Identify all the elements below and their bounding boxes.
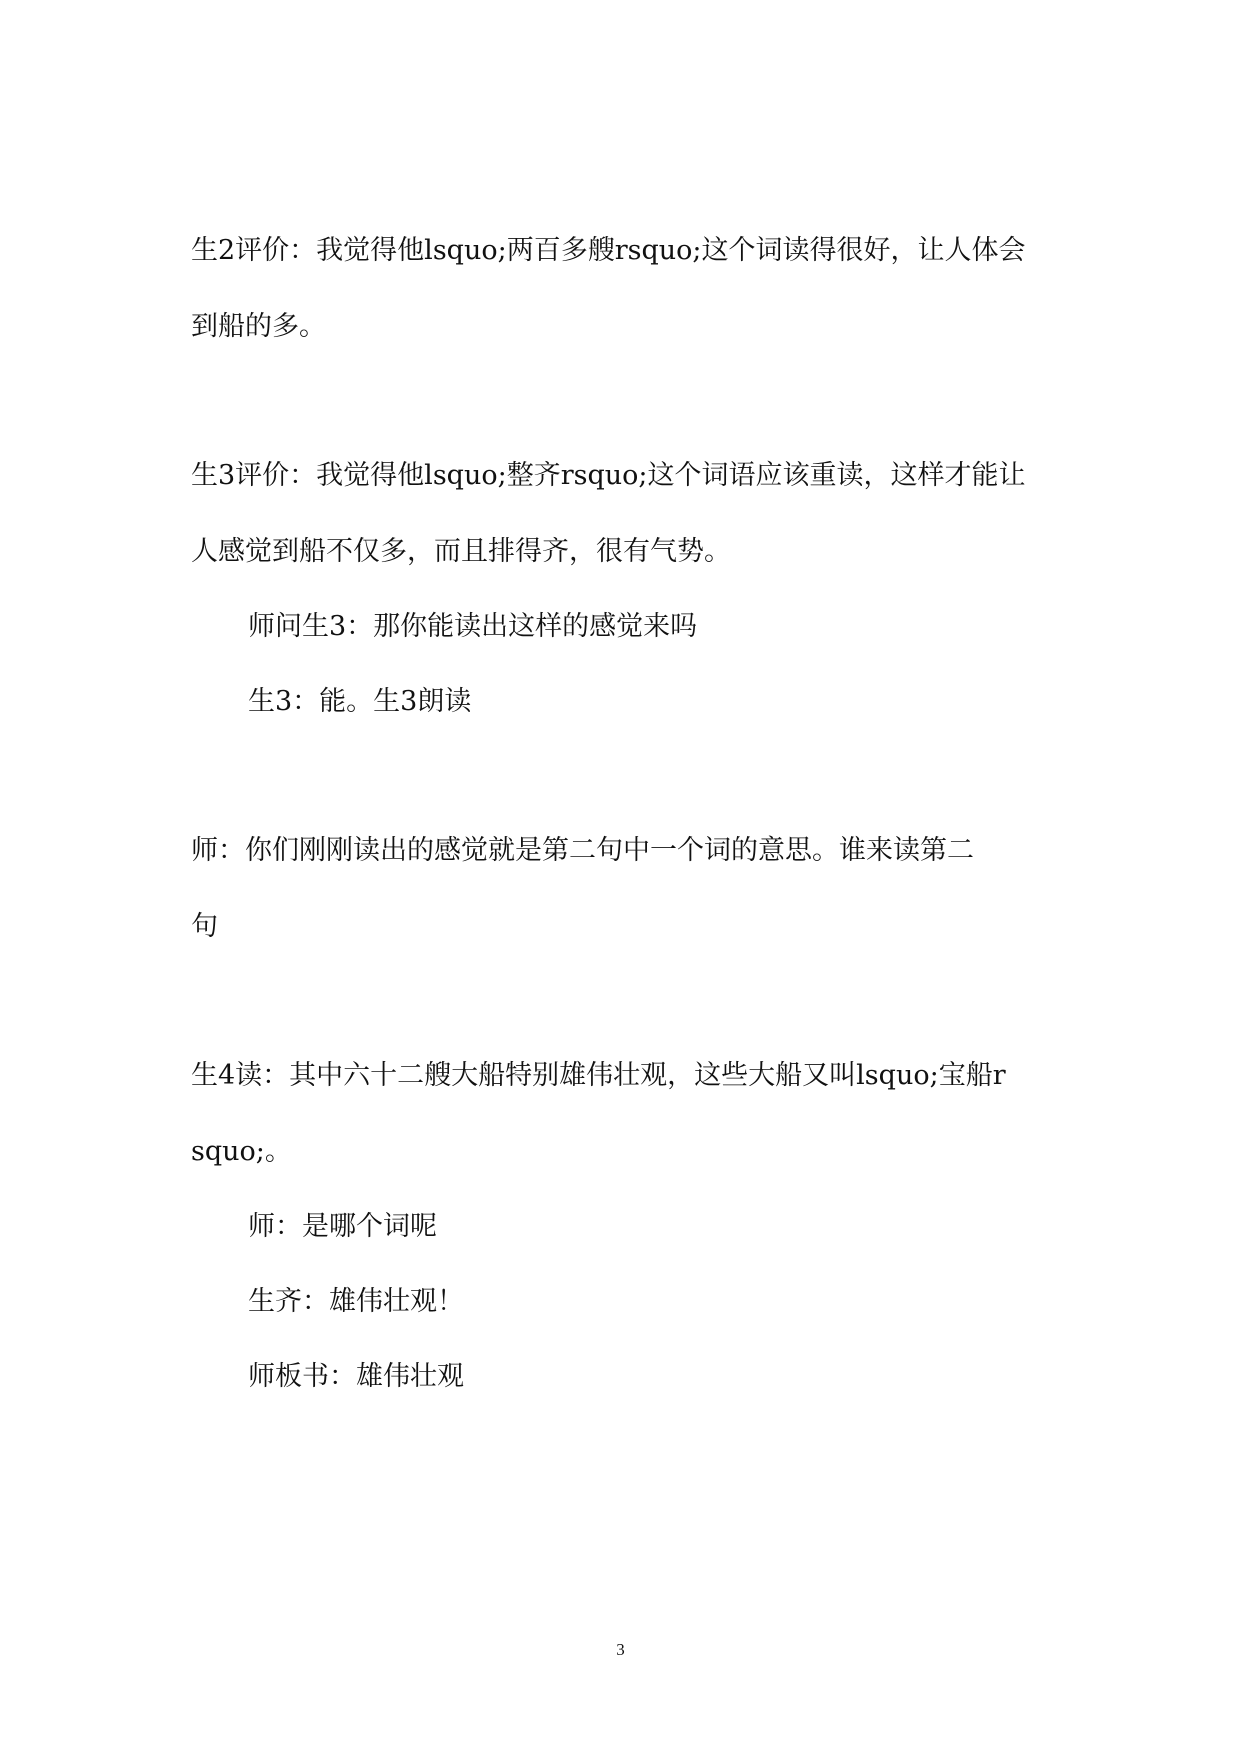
text-line: 生齐：雄伟壮观！ bbox=[248, 1286, 464, 1317]
page-number: 3 bbox=[616, 1640, 625, 1659]
text-line: 生3评价：我觉得他lsquo;整齐rsquo;这个词语应该重读，这样才能让 bbox=[191, 460, 1026, 491]
text-line: 生3：能。生3朗读 bbox=[248, 686, 472, 717]
text-line: squo;。 bbox=[191, 1136, 292, 1167]
text-line: 师问生3：那你能读出这样的感觉来吗 bbox=[248, 611, 698, 642]
text-line: 师板书：雄伟壮观 bbox=[248, 1361, 464, 1392]
text-line: 生2评价：我觉得他lsquo;两百多艘rsquo;这个词读得很好，让人体会 bbox=[191, 235, 1026, 266]
text-line: 师：是哪个词呢 bbox=[248, 1211, 437, 1242]
text-line: 生4读：其中六十二艘大船特别雄伟壮观，这些大船又叫lsquo;宝船r bbox=[191, 1060, 1006, 1091]
text-line: 人感觉到船不仅多，而且排得齐，很有气势。 bbox=[191, 536, 731, 567]
text-line: 到船的多。 bbox=[191, 311, 326, 342]
text-line: 师：你们刚刚读出的感觉就是第二句中一个词的意思。谁来读第二 bbox=[191, 835, 974, 866]
text-line: 句 bbox=[191, 911, 218, 942]
